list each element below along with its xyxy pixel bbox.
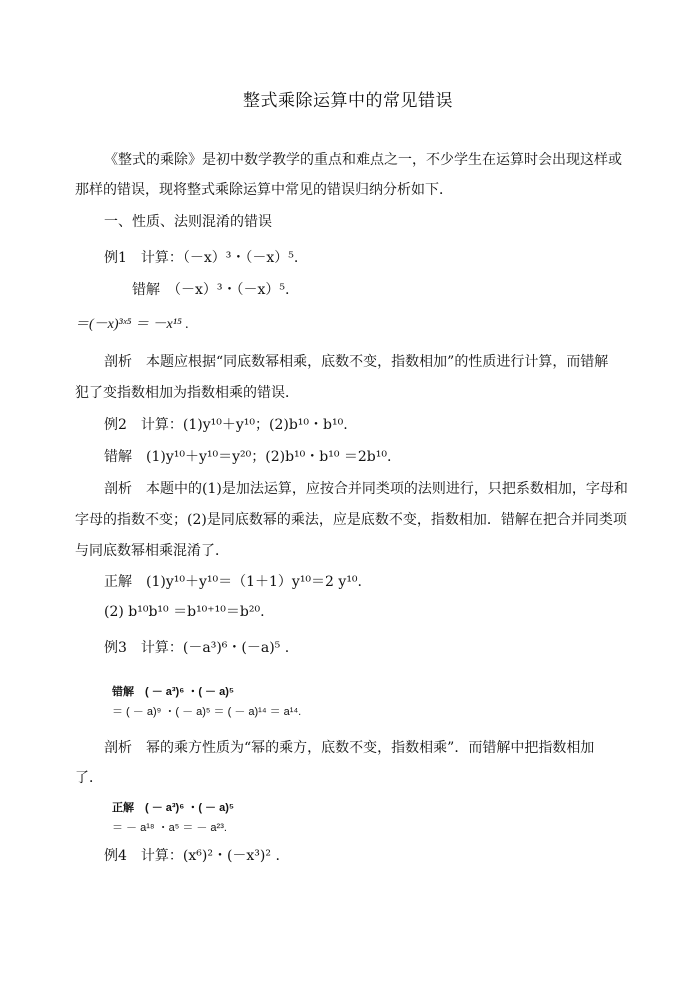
example-3-wrong-solution-2: ＝ ( － a)⁹ ・( － a)⁵ ＝ ( － a)¹⁴ ＝ a¹⁴. [112, 706, 302, 718]
page-title: 整式乘除运算中的常见错误 [243, 91, 453, 111]
example-3-analysis-line-1: 剖析 幂的乘方性质为“幂的乘方，底数不变，指数相乘”．而错解中把指数相加 [104, 740, 595, 756]
example-3-correct-solution-1: 正解 ( － a³)⁶ ・( － a)⁵ [112, 802, 235, 814]
example-1-analysis-line-2: 犯了变指数相加为指数相乘的错误． [75, 385, 299, 401]
intro-line-2: 那样的错误，现将整式乘除运算中常见的错误归纳分析如下． [75, 182, 453, 198]
example-2-analysis-line-1: 剖析 本题中的(1)是加法运算，应按合并同类项的法则进行，只把系数相加，字母和 [104, 481, 628, 497]
example-1-analysis-line-1: 剖析 本题应根据“同底数幂相乘，底数不变，指数相加”的性质进行计算，而错解 [104, 354, 609, 370]
section-heading-1: 一、性质、法则混淆的错误 [104, 214, 272, 230]
example-4: 例4 计算：(x⁶)²・(－x³)² . [104, 848, 280, 864]
example-1: 例1 计算：（－x）³・（－x）⁵. [104, 250, 299, 266]
intro-line-1: 《整式的乘除》是初中数学教学的重点和难点之一，不少学生在运算时会出现这样或 [104, 152, 622, 168]
example-3-wrong-solution-1: 错解 ( － a³)⁶ ・( － a)⁵ [112, 686, 235, 698]
example-1-wrong-result: ＝(－x)³ˣ⁵ ＝ －x¹⁵ . [75, 317, 189, 332]
example-2-analysis-line-3: 与同底数幂相乘混淆了． [75, 543, 229, 559]
example-2-correct-solution-2: (2) b¹⁰b¹⁰ ＝b¹⁰⁺¹⁰＝b²⁰. [104, 604, 265, 620]
example-3: 例3 计算：(－a³)⁶・(－a)⁵ . [104, 640, 290, 656]
example-2: 例2 计算：(1)y¹⁰＋y¹⁰；(2)b¹⁰・b¹⁰. [104, 417, 348, 433]
example-2-analysis-line-2: 字母的指数不变；(2)是同底数幂的乘法，应是底数不变，指数相加．错解在把合并同类项 [75, 512, 627, 528]
example-2-wrong-solution: 错解 (1)y¹⁰＋y¹⁰＝y²⁰；(2)b¹⁰・b¹⁰ ＝2b¹⁰. [104, 449, 392, 465]
example-2-correct-solution-1: 正解 (1)y¹⁰＋y¹⁰＝（1＋1）y¹⁰＝2 y¹⁰. [104, 574, 362, 590]
example-1-wrong-solution: 错解 （－x）³・（－x）⁵. [132, 282, 290, 298]
example-3-analysis-line-2: 了． [75, 770, 103, 786]
example-3-correct-solution-2: ＝ － a¹⁸ ・a⁵ ＝ － a²³. [112, 822, 227, 834]
